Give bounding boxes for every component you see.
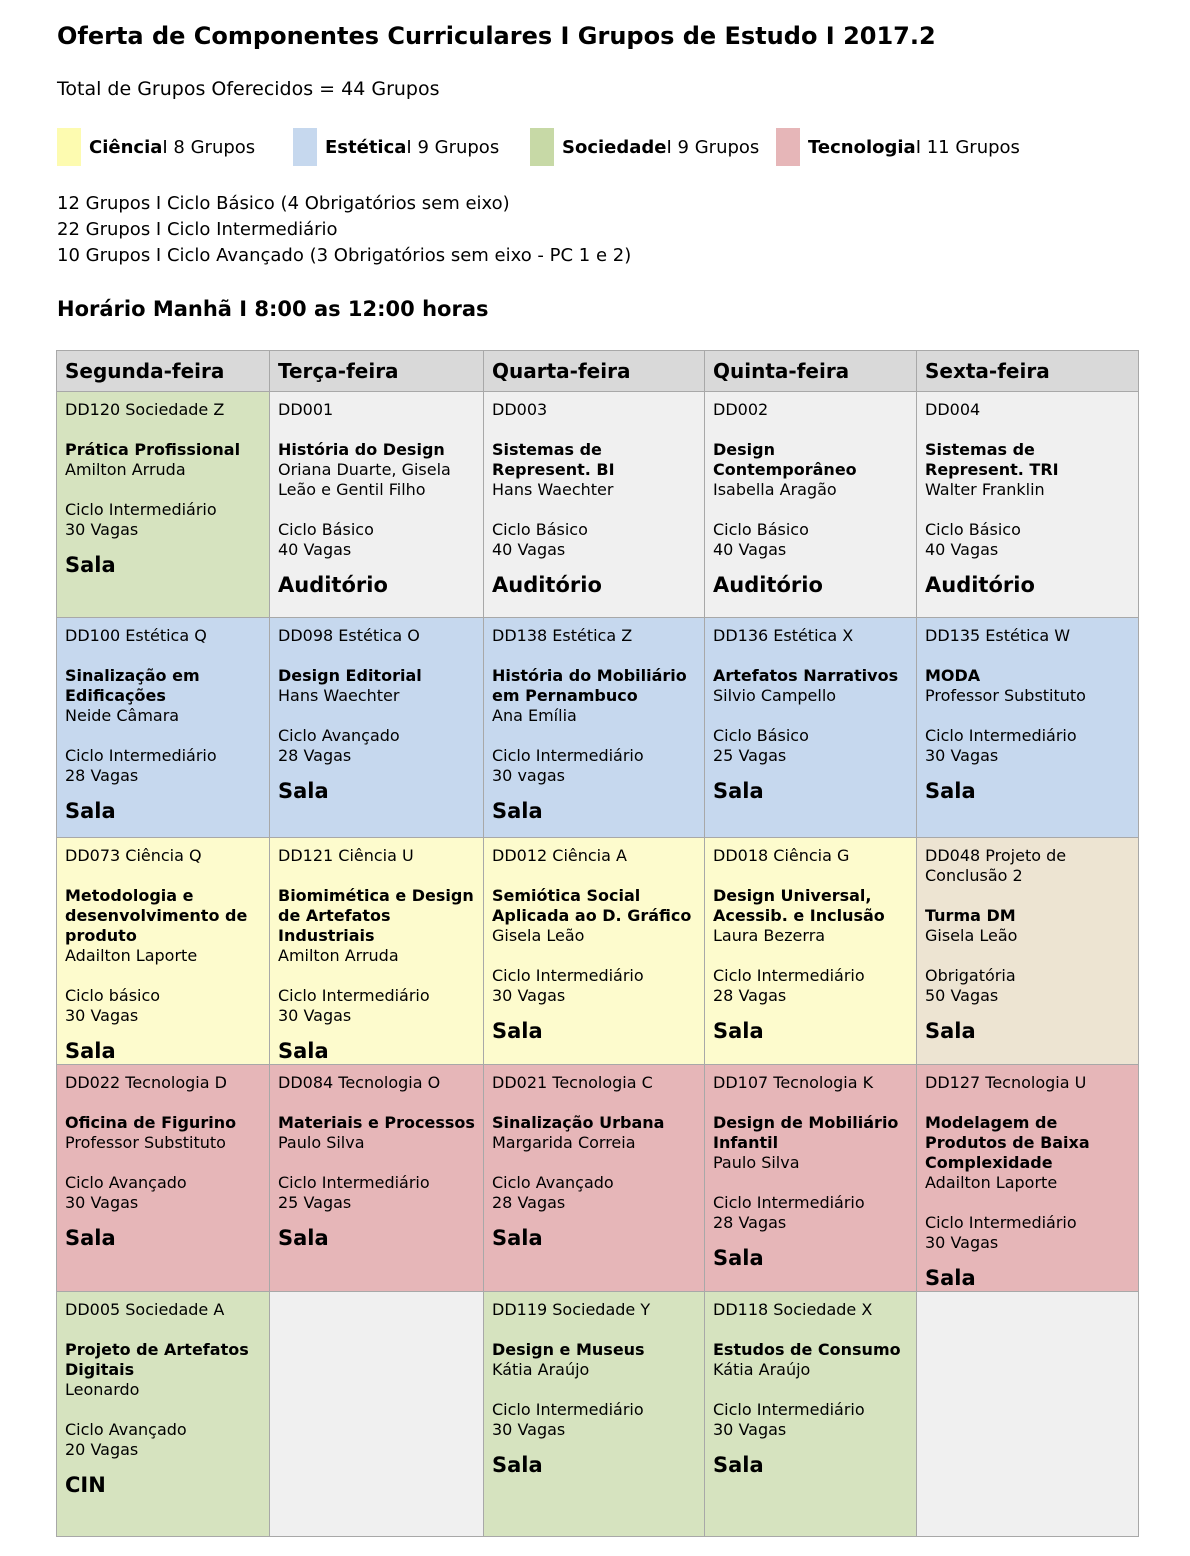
- course-room: Sala: [278, 1039, 329, 1063]
- course-room: Sala: [278, 779, 329, 803]
- course-code: DD118 Sociedade X: [713, 1300, 873, 1319]
- course-cell: [57, 618, 270, 838]
- course-cycle: Ciclo Intermediário: [492, 1400, 644, 1419]
- legend-name: Tecnologia: [808, 136, 916, 158]
- course-cycle: Ciclo Intermediário: [278, 1173, 430, 1192]
- spacer: [492, 1380, 696, 1400]
- course-cell: [484, 618, 705, 838]
- course-cell: [57, 392, 270, 618]
- course-vagas: 30 vagas: [492, 766, 566, 785]
- course-room: Sala: [713, 779, 764, 803]
- course-professor: Kátia Araújo: [492, 1360, 590, 1379]
- course-cycle: Ciclo Básico: [925, 520, 1021, 539]
- course-cell: [705, 1292, 917, 1537]
- course-room: Sala: [925, 1019, 976, 1043]
- legend-count: I 9 Grupos: [406, 136, 500, 158]
- course-cycle: Ciclo Intermediário: [65, 746, 217, 765]
- spacer: [278, 500, 475, 520]
- course-professor: Ana Emília: [492, 706, 577, 725]
- course-cell: [484, 1065, 705, 1292]
- course-name: Prática Profissional: [65, 440, 241, 459]
- course-vagas: 30 Vagas: [65, 1193, 139, 1212]
- course-cell: [705, 618, 917, 838]
- course-code: DD120 Sociedade Z: [65, 400, 225, 419]
- course-name: Modelagem de Produtos de Baixa Complexidade: [925, 1113, 1090, 1172]
- day-header: Segunda-feira: [57, 351, 270, 392]
- course-professor: Gisela Leão: [492, 926, 585, 945]
- course-cell: [705, 392, 917, 618]
- day-header: Quarta-feira: [484, 351, 705, 392]
- course-cell: [917, 1065, 1139, 1292]
- course-professor: Leonardo: [65, 1380, 140, 1399]
- course-vagas: 40 Vagas: [713, 540, 787, 559]
- course-vagas: 28 Vagas: [713, 986, 787, 1005]
- course-code: DD136 Estética X: [713, 626, 854, 645]
- empty-slot: [917, 1292, 1139, 1537]
- page-title: Oferta de Componentes Curriculares I Grupos de Estudo I 2017.2: [57, 22, 936, 50]
- course-name: Metodologia e desenvolvimento de produto: [65, 886, 248, 945]
- spacer: [65, 1153, 261, 1173]
- course-room: Auditório: [278, 573, 388, 597]
- course-vagas: 25 Vagas: [713, 746, 787, 765]
- total-groups: Total de Grupos Oferecidos = 44 Grupos: [57, 78, 440, 100]
- course-cell: [270, 392, 484, 618]
- course-professor: Amilton Arruda: [65, 460, 186, 479]
- cycle-line: 10 Grupos I Ciclo Avançado (3 Obrigatórios sem eixo - PC 1 e 2): [57, 245, 632, 266]
- course-cycle: Ciclo Básico: [713, 520, 809, 539]
- course-name: Sinalização em Edificações: [65, 666, 200, 705]
- legend-name: Estética: [325, 136, 407, 158]
- course-cell: [57, 1065, 270, 1292]
- course-cycle: Ciclo Básico: [278, 520, 374, 539]
- course-room: Sala: [925, 779, 976, 803]
- course-cycle: Ciclo Intermediário: [925, 726, 1077, 745]
- course-cycle: Ciclo Intermediário: [65, 500, 217, 519]
- day-header: Sexta-feira: [917, 351, 1139, 392]
- course-cell: [917, 392, 1139, 618]
- course-room: Auditório: [713, 573, 823, 597]
- course-code: DD004: [925, 400, 981, 419]
- legend-estetica: [293, 128, 499, 166]
- course-room: Auditório: [492, 573, 602, 597]
- course-professor: Hans Waechter: [492, 480, 614, 499]
- course-vagas: 40 Vagas: [492, 540, 566, 559]
- course-vagas: 30 Vagas: [492, 986, 566, 1005]
- course-vagas: 30 Vagas: [713, 1420, 787, 1439]
- course-cycle: Ciclo Avançado: [492, 1173, 614, 1192]
- course-vagas: 30 Vagas: [492, 1420, 566, 1439]
- course-cycle: Obrigatória: [925, 966, 1016, 985]
- spacer: [713, 1380, 908, 1400]
- course-cycle: Ciclo Intermediário: [713, 1193, 865, 1212]
- course-code: DD100 Estética Q: [65, 626, 207, 645]
- course-vagas: 28 Vagas: [713, 1213, 787, 1232]
- empty-slot: [270, 1292, 484, 1537]
- course-cell: [270, 838, 484, 1065]
- spacer: [713, 1173, 908, 1193]
- spacer: [65, 1400, 261, 1420]
- course-vagas: 40 Vagas: [278, 540, 352, 559]
- course-cycle: Ciclo Intermediário: [713, 1400, 865, 1419]
- course-room: Sala: [65, 553, 116, 577]
- spacer: [925, 946, 1130, 966]
- legend-swatch-sociedade: [530, 128, 554, 166]
- course-cycle: Ciclo Avançado: [65, 1420, 187, 1439]
- spacer: [492, 946, 696, 966]
- legend-count: I 11 Grupos: [915, 136, 1020, 158]
- spacer: [278, 1153, 475, 1173]
- course-name: Semiótica Social Aplicada ao D. Gráfico: [492, 886, 692, 925]
- course-room: Sala: [65, 1039, 116, 1063]
- course-cell: [484, 392, 705, 618]
- course-vagas: 30 Vagas: [925, 1233, 999, 1252]
- course-name: Oficina de Figurino: [65, 1113, 237, 1132]
- schedule-subtitle: Horário Manhã I 8:00 as 12:00 horas: [57, 297, 489, 321]
- course-code: DD001: [278, 400, 334, 419]
- course-cell: [270, 618, 484, 838]
- course-room: Sala: [713, 1246, 764, 1270]
- spacer: [278, 966, 475, 986]
- course-professor: Paulo Silva: [278, 1133, 365, 1152]
- course-room: Sala: [492, 1226, 543, 1250]
- legend-sociedade: [530, 128, 759, 166]
- course-name: Design de Mobiliário Infantil: [713, 1113, 899, 1152]
- course-professor: Professor Substituto: [65, 1133, 226, 1152]
- course-cycle: Ciclo Intermediário: [278, 986, 430, 1005]
- course-room: Sala: [492, 1453, 543, 1477]
- course-vagas: 30 Vagas: [278, 1006, 352, 1025]
- course-professor: Laura Bezerra: [713, 926, 826, 945]
- spacer: [713, 500, 908, 520]
- course-professor: Paulo Silva: [713, 1153, 800, 1172]
- course-code: DD073 Ciência Q: [65, 846, 202, 865]
- spacer: [713, 946, 908, 966]
- course-cell: [484, 838, 705, 1065]
- course-code: DD127 Tecnologia U: [925, 1073, 1087, 1092]
- course-professor: Walter Franklin: [925, 480, 1045, 499]
- legend-ciencia: [57, 128, 255, 166]
- course-cell: [705, 1065, 917, 1292]
- course-code: DD119 Sociedade Y: [492, 1300, 651, 1319]
- course-professor: Isabella Aragão: [713, 480, 837, 499]
- schedule-row: [57, 392, 1139, 618]
- course-code: DD048 Projeto de Conclusão 2: [925, 846, 1067, 885]
- course-cycle: Ciclo básico: [65, 986, 161, 1005]
- schedule-row: [57, 838, 1139, 1065]
- course-cycle: Ciclo Básico: [713, 726, 809, 745]
- course-code: DD003: [492, 400, 548, 419]
- course-cycle: Ciclo Básico: [492, 520, 588, 539]
- course-professor: Margarida Correia: [492, 1133, 636, 1152]
- course-room: Sala: [713, 1019, 764, 1043]
- course-professor: Hans Waechter: [278, 686, 400, 705]
- course-name: Biomimética e Design de Artefatos Industriais: [278, 886, 474, 945]
- legend-swatch-ciencia: [57, 128, 81, 166]
- course-code: DD018 Ciência G: [713, 846, 850, 865]
- course-cycle: Ciclo Intermediário: [925, 1213, 1077, 1232]
- schedule-row: [57, 618, 1139, 838]
- course-name: Design Editorial: [278, 666, 422, 685]
- course-name: Design Contemporâneo: [713, 440, 857, 479]
- course-code: DD022 Tecnologia D: [65, 1073, 227, 1092]
- course-professor: Adailton Laporte: [925, 1173, 1058, 1192]
- course-vagas: 30 Vagas: [65, 1006, 139, 1025]
- course-room: Sala: [278, 1226, 329, 1250]
- course-professor: Gisela Leão: [925, 926, 1018, 945]
- course-cell: [270, 1065, 484, 1292]
- schedule-row: [57, 1292, 1139, 1537]
- course-room: Sala: [492, 1019, 543, 1043]
- course-code: DD135 Estética W: [925, 626, 1071, 645]
- course-professor: Amilton Arruda: [278, 946, 399, 965]
- course-cycle: Ciclo Avançado: [65, 1173, 187, 1192]
- course-code: DD002: [713, 400, 769, 419]
- legend-count: I 9 Grupos: [666, 136, 760, 158]
- course-vagas: 28 Vagas: [492, 1193, 566, 1212]
- spacer: [65, 480, 261, 500]
- legend-swatch-tecnologia: [776, 128, 800, 166]
- course-professor: Adailton Laporte: [65, 946, 198, 965]
- legend-tecnologia: [776, 128, 1020, 166]
- header-row: [57, 351, 1139, 392]
- legend-name: Sociedade: [562, 136, 667, 158]
- course-room: CIN: [65, 1473, 106, 1497]
- course-vagas: 30 Vagas: [925, 746, 999, 765]
- spacer: [492, 1153, 696, 1173]
- course-code: DD005 Sociedade A: [65, 1300, 225, 1319]
- course-cycle: Ciclo Intermediário: [713, 966, 865, 985]
- course-professor: Neide Câmara: [65, 706, 180, 725]
- schedule-table: [56, 350, 1139, 1537]
- course-cell: [484, 1292, 705, 1537]
- course-code: DD012 Ciência A: [492, 846, 627, 865]
- course-vagas: 30 Vagas: [65, 520, 139, 539]
- course-vagas: 40 Vagas: [925, 540, 999, 559]
- course-room: Sala: [65, 1226, 116, 1250]
- course-vagas: 50 Vagas: [925, 986, 999, 1005]
- spacer: [713, 706, 908, 726]
- course-professor: Professor Substituto: [925, 686, 1086, 705]
- course-name: Sistemas de Represent. TRI: [925, 440, 1059, 479]
- course-cell: [917, 838, 1139, 1065]
- course-vagas: 20 Vagas: [65, 1440, 139, 1459]
- course-room: Sala: [492, 799, 543, 823]
- spacer: [65, 966, 261, 986]
- course-professor: Kátia Araújo: [713, 1360, 811, 1379]
- schedule-row: [57, 1065, 1139, 1292]
- course-vagas: 28 Vagas: [65, 766, 139, 785]
- course-vagas: 25 Vagas: [278, 1193, 352, 1212]
- course-cell: [57, 1292, 270, 1537]
- course-name: Sistemas de Represent. BI: [492, 440, 615, 479]
- course-vagas: 28 Vagas: [278, 746, 352, 765]
- spacer: [492, 500, 696, 520]
- course-code: DD084 Tecnologia O: [278, 1073, 441, 1092]
- course-name: Projeto de Artefatos Digitais: [65, 1340, 249, 1379]
- course-code: DD098 Estética O: [278, 626, 420, 645]
- course-room: Sala: [925, 1266, 976, 1290]
- spacer: [925, 1193, 1130, 1213]
- course-name: Design e Museus: [492, 1340, 645, 1359]
- legend-count: I 8 Grupos: [162, 136, 256, 158]
- spacer: [492, 726, 696, 746]
- course-professor: Oriana Duarte, Gisela Leão e Gentil Filho: [278, 460, 451, 499]
- course-code: DD107 Tecnologia K: [713, 1073, 874, 1092]
- legend-swatch-estetica: [293, 128, 317, 166]
- legend-name: Ciência: [89, 136, 163, 158]
- cycle-line: 12 Grupos I Ciclo Básico (4 Obrigatórios sem eixo): [57, 193, 510, 214]
- day-header: Terça-feira: [270, 351, 484, 392]
- course-room: Auditório: [925, 573, 1035, 597]
- course-name: Design Universal, Acessib. e Inclusão: [713, 886, 885, 925]
- course-name: História do Design: [278, 440, 445, 459]
- course-cycle: Ciclo Intermediário: [492, 746, 644, 765]
- spacer: [925, 706, 1130, 726]
- course-name: Materiais e Processos: [278, 1113, 475, 1132]
- course-name: Turma DM: [925, 906, 1016, 925]
- course-name: História do Mobiliário em Pernambuco: [492, 666, 687, 705]
- course-name: MODA: [925, 666, 981, 685]
- course-cell: [917, 618, 1139, 838]
- course-name: Estudos de Consumo: [713, 1340, 901, 1359]
- course-code: DD138 Estética Z: [492, 626, 633, 645]
- spacer: [65, 726, 261, 746]
- course-code: DD021 Tecnologia C: [492, 1073, 653, 1092]
- course-professor: Silvio Campello: [713, 686, 837, 705]
- course-room: Sala: [713, 1453, 764, 1477]
- course-room: Sala: [65, 799, 116, 823]
- course-name: Artefatos Narrativos: [713, 666, 899, 685]
- course-code: DD121 Ciência U: [278, 846, 414, 865]
- day-header: Quinta-feira: [705, 351, 917, 392]
- spacer: [925, 500, 1130, 520]
- course-cell: [705, 838, 917, 1065]
- cycle-line: 22 Grupos I Ciclo Intermediário: [57, 219, 338, 240]
- course-cell: [57, 838, 270, 1065]
- spacer: [278, 706, 475, 726]
- course-cycle: Ciclo Intermediário: [492, 966, 644, 985]
- cycle-summary: [57, 191, 631, 269]
- course-name: Sinalização Urbana: [492, 1113, 665, 1132]
- course-cycle: Ciclo Avançado: [278, 726, 400, 745]
